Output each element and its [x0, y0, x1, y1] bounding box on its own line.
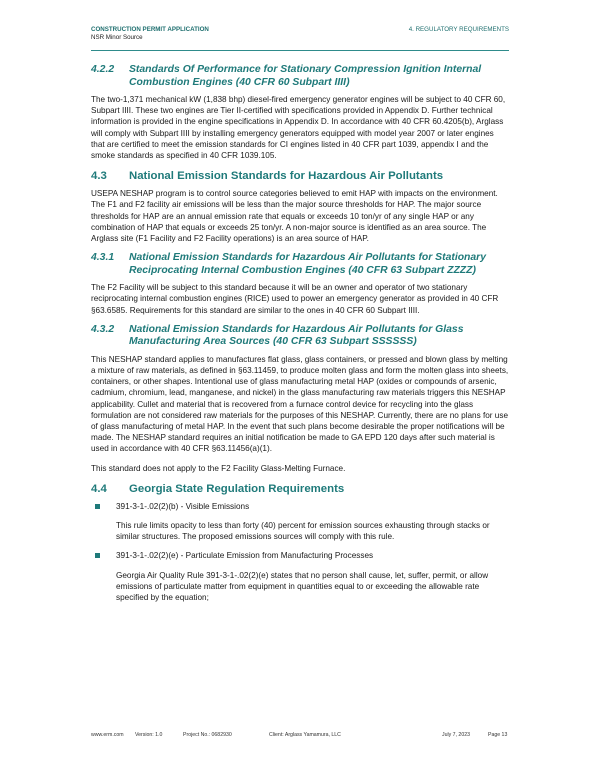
section-4-3-body: USEPA NESHAP program is to control source categories believed to emit HAP with impacts on the environment. The F1 and F2 facility air emissions will be less than the major source thresholds for HAP. The major source thresholds for HAP are an annual emission rate that equals or exceeds 10 ton/yr of any single HAP or any combination of HAP that equals or exceeds 25 ton/yr. A non-major source is identified as an area source. The Arglass site (F1 Facility and F2 Facility operations) is an area source of HAP.	[91, 189, 498, 244]
section-number: 4.2.2	[91, 64, 115, 75]
footer-page: Page 13	[488, 732, 508, 738]
section-4-3-2-heading	[91, 324, 509, 349]
footer-version: Version: 1.0	[135, 732, 163, 738]
section-title: National Emission Standards for Hazardous Air Pollutants for Stationary Reciprocating Internal Combustion Engines (40 CFR 63 Subpart ZZZZ)	[129, 252, 486, 276]
section-number: 4.4	[91, 482, 107, 495]
section-number: 4.3.2	[91, 323, 115, 335]
footer-date: July 7, 2023	[442, 732, 470, 738]
bullet-item	[91, 550, 509, 561]
page-footer	[91, 732, 509, 738]
bullet-square-icon	[95, 553, 100, 558]
section-4-2-2-heading	[91, 64, 509, 89]
section-number: 4.3.1	[91, 252, 115, 264]
section-4-3-2-body: This NESHAP standard applies to manufactures flat glass, glass containers, or pressed and blown glass by melting a mixture of raw materials, as defined in §63.11459, to produce molten glass and form the molten glass into sheets, containers, or other shapes. Intentional use of glass manufacturing metal HAP (oxides or compounds of arsenic, cadmium, chromium, lead, manganese, and nickel) in the glass manufacturing raw materials triggers this NESHAP applicability. Cullet and material that is recovered from a furnace control device for recycling into the glass formulation are not considered raw materials for the purposes of this NESHAP. Currently, there are no plans for use of glass manufacturing of metal HAP. In the event that such plans become desirable the proper notifications will be made. The NESHAP standard requires an initial notification be made to GA EPD 120 days after such material is used in accordance with 40 CFR §63.11456(a)(1).	[91, 354, 509, 454]
section-title: Standards Of Performance for Stationary Compression Ignition Internal Combustion Engines (40 CFR 60 Subpart IIII)	[129, 64, 482, 88]
bullet-label: 391-3-1-.02(2)(b) - Visible Emissions	[116, 501, 250, 511]
section-4-2-2-body: The two-1,371 mechanical kW (1,838 bhp) diesel-fired emergency generator engines will be subject to 40 CFR 60, Subpart IIII. These two engines are Tier II-certified with specifications provided in Appendix D. Further technical information is provided in the engine specifications in Appendix D. In accordance with 40 CFR 60.4205(b), Arglass will comply with Subpart IIII by installing emergency generators equipped with model year 2007 or later engines that are certified to meet the emission standards for CI engines listed in 40 CFR part 1039, appendix I and the smoke standards as specified in 40 CFR 1039.105.	[91, 95, 506, 161]
section-4-3-1-heading	[91, 252, 509, 277]
header-section: 4. REGULATORY REQUIREMENTS	[408, 26, 509, 33]
header-subtitle: NSR Minor Source	[91, 34, 143, 41]
bullet-body: This rule limits opacity to less than forty (40) percent for emission sources exhausting through stacks or similar structures. The proposed emissions sources will comply with this rule.	[116, 521, 490, 542]
footer-client: Client: Arglass Yamamura, LLC	[269, 732, 341, 738]
footer-project: Project No.: 0682930	[183, 732, 232, 738]
section-4-3-1-body: The F2 Facility will be subject to this standard because it will be an owner and operator of two stationary reciprocating internal combustion engines (RICE) used to power an emergency generator as provided in 40 CFR §63.6585. Requirements for this standard are similar to the ones in 40 CFR 60 Subpart IIII.	[91, 283, 499, 315]
section-title: National Emission Standards for Hazardous Air Pollutants for Glass Manufacturing Area Sources (40 CFR 63 Subpart SSSSSS)	[129, 323, 464, 348]
page-header	[91, 26, 509, 51]
header-left	[91, 26, 209, 42]
bullet-square-icon	[95, 504, 100, 509]
section-title: National Emission Standards for Hazardous Air Pollutants	[129, 170, 444, 183]
section-number: 4.3	[91, 170, 107, 183]
page-content	[91, 64, 509, 611]
section-4-3-heading	[91, 169, 509, 183]
section-title: Georgia State Regulation Requirements	[129, 482, 345, 495]
header-title: CONSTRUCTION PERMIT APPLICATION	[91, 26, 209, 33]
bullet-item	[91, 501, 509, 512]
section-4-3-2-note: This standard does not apply to the F2 Facility Glass-Melting Furnace.	[91, 463, 346, 473]
bullet-body: Georgia Air Quality Rule 391-3-1-.02(2)(e) states that no person shall cause, let, suffer, permit, or allow emissions of particulate matter from equipment in quantities equal to or exceeding the allowable rate specified by the equation;	[116, 570, 489, 603]
footer-website: www.erm.com	[91, 732, 124, 738]
section-4-4-heading	[91, 482, 509, 496]
bullet-label: 391-3-1-.02(2)(e) - Particulate Emission from Manufacturing Processes	[116, 551, 374, 561]
